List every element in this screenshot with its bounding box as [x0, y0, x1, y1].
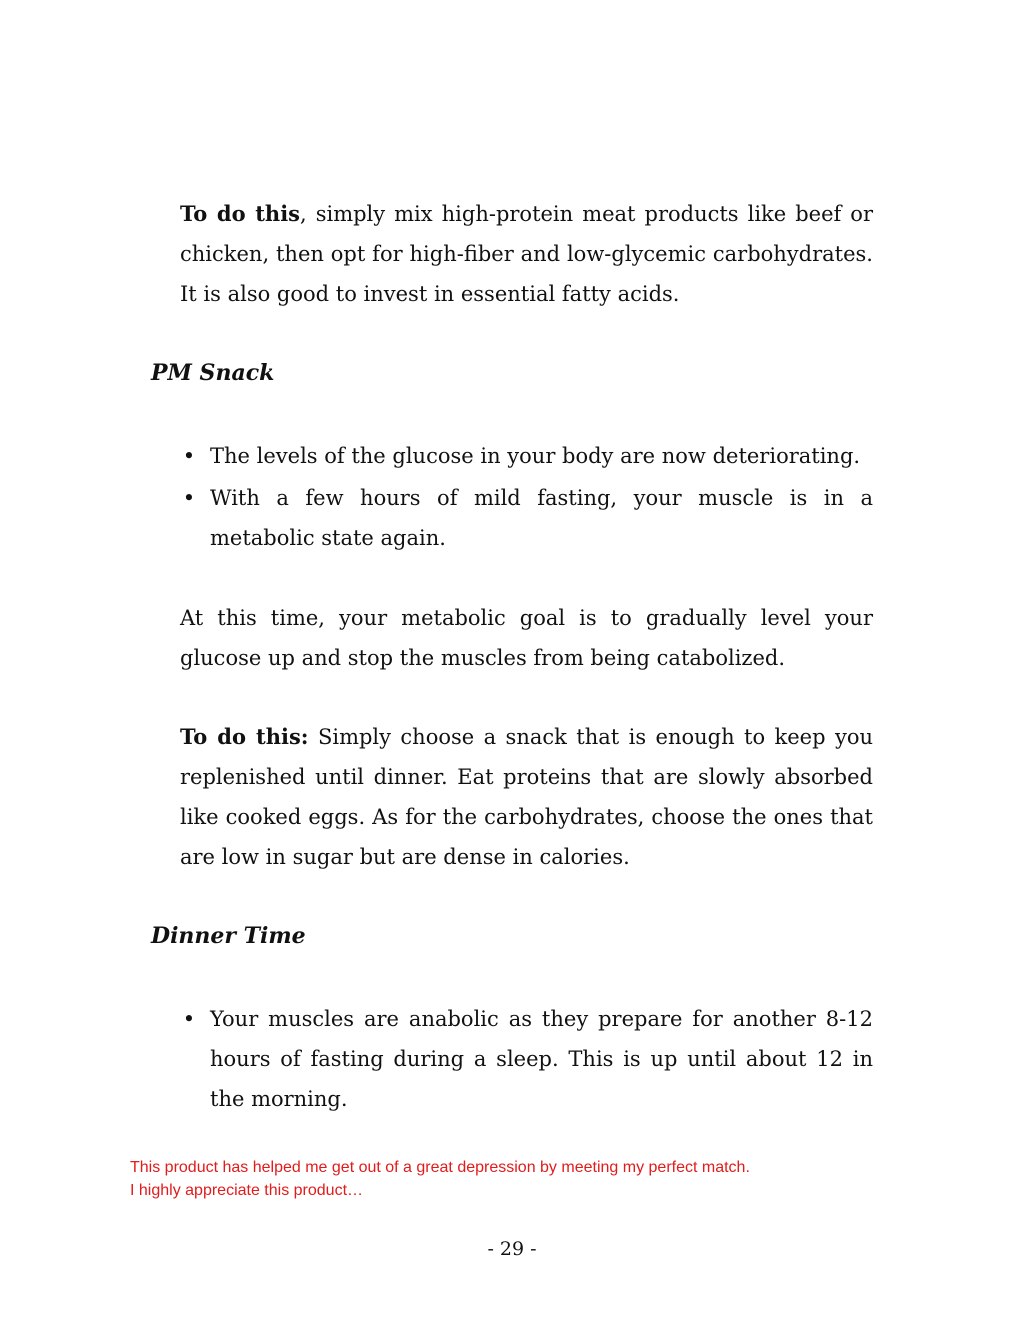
- paragraph-text: Simply choose a snack that is enough to keep you replenished until dinner. Eat proteins that are slowly absorbed like cooked eggs. As for the carbohydrates, choose the ones that are low in sugar but are dense in calories.: [180, 725, 873, 869]
- bullet-icon: •: [182, 486, 196, 510]
- paragraph-text: At this time, your metabolic goal is to gradually level your glucose up and stop the muscles from being catabolized.: [180, 606, 873, 670]
- heading-dinner-time: Dinner Time: [151, 923, 306, 949]
- bullet-icon: •: [182, 1007, 196, 1031]
- list-item-text: The levels of the glucose in your body are now deteriorating.: [210, 444, 861, 468]
- list-item-text: Your muscles are anabolic as they prepare for another 8-12 hours of fasting during a sleep. This is up until about 12 in the morning.: [210, 1007, 873, 1111]
- list-item: [180, 999, 873, 1119]
- dinner-bullet-list: [180, 999, 873, 1121]
- promo-note: [130, 1156, 750, 1202]
- list-item-text: With a few hours of mild fasting, your muscle is in a metabolic state again.: [210, 486, 873, 550]
- paragraph-text: , simply mix high-protein meat products like beef or chicken, then opt for high-fiber and low-glycemic carbohydrates. It is also good to invest in essential fatty acids.: [180, 202, 873, 306]
- bullet-icon: •: [182, 444, 196, 468]
- pm-snack-bullet-list: [180, 436, 873, 560]
- paragraph-to-do-this-2: [180, 717, 873, 877]
- page-number: - 29 -: [487, 1238, 537, 1260]
- promo-line: This product has helped me get out of a great depression by meeting my perfect match.: [130, 1159, 750, 1176]
- list-item: [180, 436, 873, 476]
- paragraph-to-do-this-1: [180, 194, 873, 314]
- heading-pm-snack: PM Snack: [151, 360, 275, 386]
- paragraph-metabolic-goal: [180, 598, 873, 678]
- bold-lead: To do this: [180, 201, 300, 226]
- bold-lead: To do this:: [180, 724, 309, 749]
- list-item: [180, 478, 873, 558]
- promo-line: I highly appreciate this product…: [130, 1182, 364, 1199]
